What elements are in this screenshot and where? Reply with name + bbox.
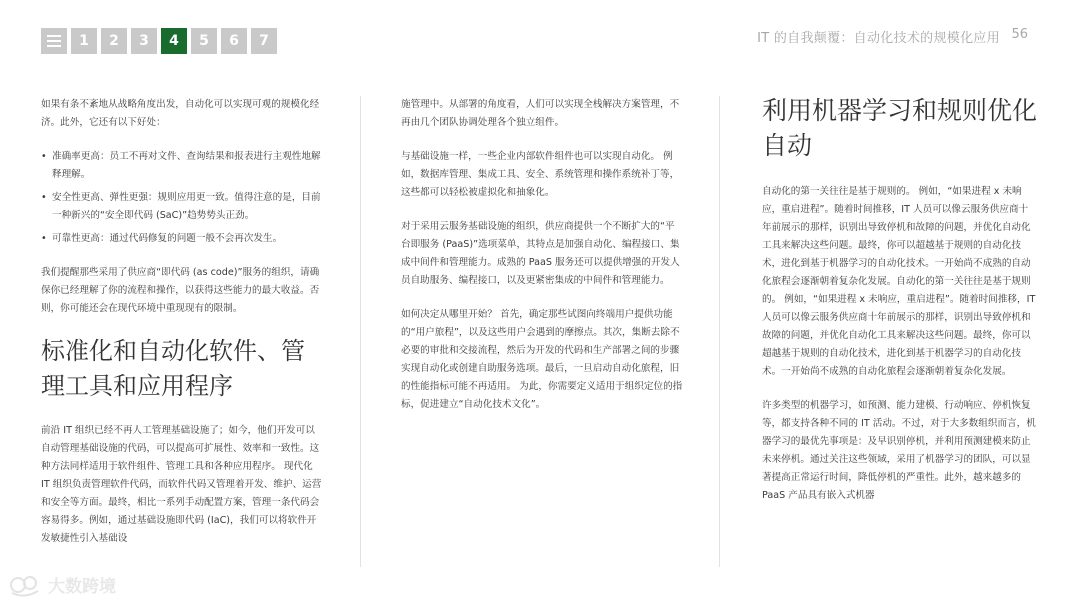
- section-nav: [41, 28, 277, 54]
- nav-item-7[interactable]: 7: [251, 28, 277, 54]
- paragraph: 前沿 IT 组织已经不再人工管理基础设施了；如今，他们开发可以自动管理基础设施的代码，可以提高可扩展性、效率和一致性。这种方法同样适用于软件组件、管理工具和各种应用程序。 现代化 IT 组织负责管理软件代码，而软件代码又管理着开发、维护、运营和安全等方面。最终，相比一系列手动配置方案，管理一条代码会容易得多。例如，通过基础设施即代码 (IaC)，我们可以将软件开发敏捷性引入基础设: [41, 425, 322, 544]
- paragraph: 如何决定从哪里开始？ 首先，确定那些试图向终端用户提供功能的“用户旅程”，以及这些用户会遇到的摩擦点。其次，集断去除不必要的审批和交接流程，然后为开发的代码和生产部署之间的步骤实现自动化或创建自助服务选项。最后，一旦启动自动化旅程，旧的性能指标可能不再适用。 为此，你需要定义适用于组织定位的指标，促进建立“自动化技术文化”。: [401, 309, 683, 410]
- nav-item-2[interactable]: 2: [101, 28, 127, 54]
- paragraph: 我们提醒那些采用了供应商“即代码 (as code)”服务的组织，请确保你已经理解了你的流程和操作，以获得这些能力的最大收益。否则，你可能还会在现代环境中重现现有的限制。: [41, 267, 320, 314]
- watermark-logo-icon: [8, 573, 42, 597]
- paragraph: 施管理中。从部署的角度看，人们可以实现全栈解决方案管理，不再由几个团队协调处理各个独立组件。: [401, 99, 680, 128]
- paragraph: 与基础设施一样，一些企业内部软件组件也可以实现自动化。 例如，数据库管理、集成工具、安全、系统管理和操作系统补丁等，这些都可以轻松被虚拟化和抽象化。: [401, 151, 680, 198]
- intro-paragraph: 如果有条不紊地从战略角度出发，自动化可以实现可观的规模化经济。此外，它还有以下好处：: [41, 99, 320, 128]
- column-divider: [719, 96, 720, 567]
- paragraph: 自动化的第一关往往是基于规则的。 例如，“如果进程 x 未响应，重启进程”。随着时间推移，IT 人员可以像云服务供应商十年前展示的那样，识别出导致停机和故障的问题，并优化自动化工具来解决这些问题。最终，你可以超越基于规则的自动化技术，进化到基于机器学习的自动化技术。一开始尚不成熟的自动化旅程会逐渐朝着复杂化发展。自动化的第一关往往是基于规则的。 例如，“如果进程 x 未响应，重启进程”。随着时间推移，IT 人员可以像云服务供应商十年前展示的那样，识别出导致停机和故障的问题，并优化自动化工具来解决这些问题。最终，你可以超越基于规则的自动化技术，进化到基于机器学习的自动化技术。一开始尚不成熟的自动化旅程会逐渐朝着复杂化发展。: [762, 186, 1036, 377]
- list-item: • 准确率更高：员工不再对文件、查询结果和报表进行主观性地解释理解。: [41, 148, 323, 184]
- nav-item-5[interactable]: 5: [191, 28, 217, 54]
- nav-item-1[interactable]: 1: [71, 28, 97, 54]
- list-item: • 安全性更高、弹性更强：规则应用更一致。值得注意的是，目前一种新兴的“安全即代码 (SaC)”趋势势头正劲。: [41, 189, 323, 225]
- column-middle: [401, 96, 684, 430]
- paragraph: 对于采用云服务基础设施的组织，供应商提供一个不断扩大的“平台即服务 (PaaS)”选项菜单，其特点是加强自动化、编程接口、集成中间件和管理能力。成熟的 PaaS 服务还可以提供增强的开发人员自助服务、编程接口，以及更紧密集成的中间件和管理能力。: [401, 221, 680, 286]
- benefits-list: [41, 148, 323, 248]
- section-heading: 利用机器学习和规则优化自动: [762, 96, 1038, 160]
- nav-item-3[interactable]: 3: [131, 28, 157, 54]
- watermark-text: 大数跨境: [48, 577, 116, 597]
- column-divider: [360, 96, 361, 567]
- nav-item-6[interactable]: 6: [221, 28, 247, 54]
- menu-icon[interactable]: [41, 28, 67, 54]
- document-title: IT 的自我颠覆：自动化技术的规模化应用: [757, 31, 1000, 46]
- watermark: [8, 572, 116, 597]
- list-item: • 可靠性更高：通过代码修复的问题一般不会再次发生。: [41, 230, 323, 248]
- nav-item-4-active[interactable]: 4: [161, 28, 187, 54]
- paragraph: 许多类型的机器学习，如预测、能力建模、行动响应、停机恢复等，都支持各种不同的 IT 活动。不过，对于大多数组织而言，机器学习的最优先事项是：及早识别停机，并利用预测建模来防止未来停机。通过关注这些领域，采用了机器学习的团队，可以显著提高正常运行时间，降低停机的严重性。此外，越来越多的 PaaS 产品具有嵌入式机器: [762, 400, 1036, 501]
- page-number: 56: [1011, 27, 1028, 42]
- column-right: [762, 93, 1037, 521]
- column-left: [41, 96, 323, 564]
- section-heading: 标准化和自动化软件、管理工具和应用程序: [41, 337, 305, 400]
